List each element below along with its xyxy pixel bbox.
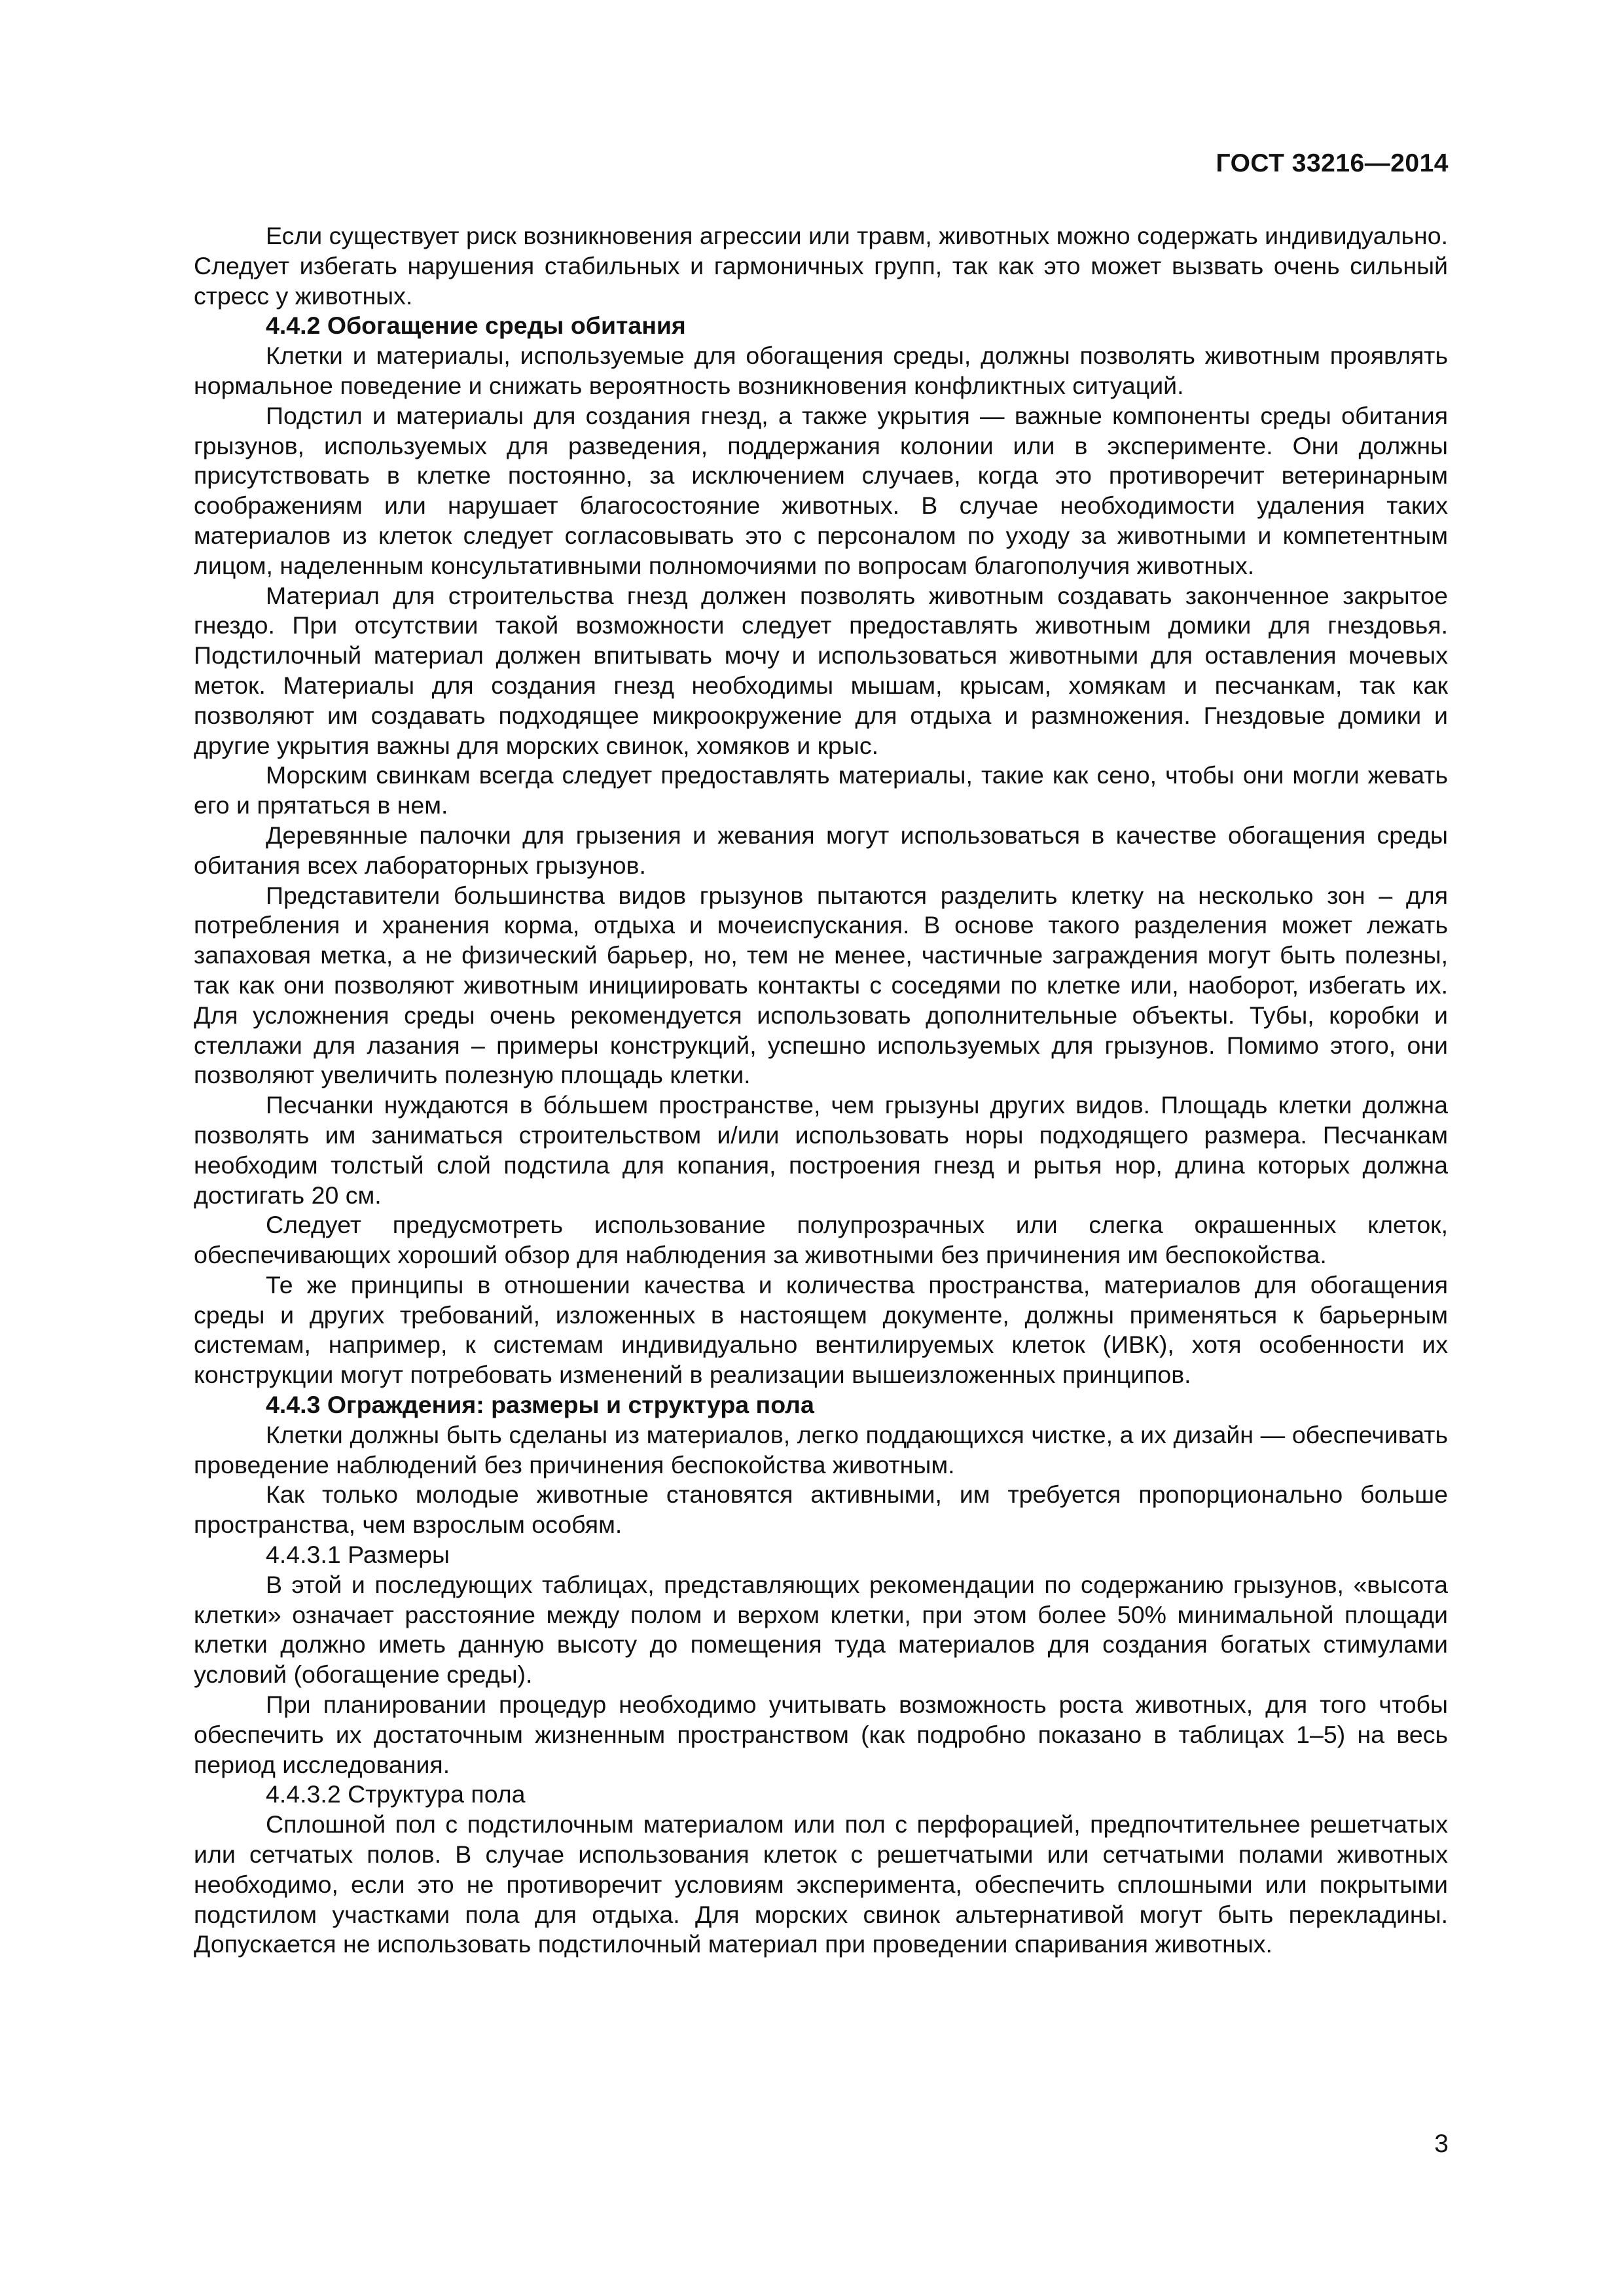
paragraph-nesting-material: Материал для строительства гнезд должен позволять животным создавать законченное закрытое гнездо. При отсутствии такой возможности следует предоставлять животным домики для гнездовья. Подстилочный материал должен впитывать мочу и использоваться животными для оставления мочевых меток. Материалы для создания гнезд необходимы мышам, крысам, хомякам и песчанкам, так как позволяют им создавать подходящее микроокружение для отдыха и размножения. Гнездовые домики и другие укрытия важны для морских свинок, хомяков и крыс.	[194, 581, 1448, 759]
paragraph-ivc-systems: Те же принципы в отношении качества и количества пространства, материалов для обогащения среды и других требований, изложенных в настоящем документе, должны применяться к барьерным системам, например, к системам индивидуально вентилируемых клеток (ИВК), хотя особенности их конструкции могут потребовать изменений в реализации вышеизложенных принципов.	[194, 1270, 1448, 1389]
paragraph-cage-zones: Представители большинства видов грызунов пытаются разделить клетку на несколько зон – для потребления и хранения корма, отдыха и мочеиспускания. В основе такого разделения может лежать запаховая метка, а не физический барьер, но, тем не менее, частичные заграждения могут быть полезны, так как они позволяют животным инициировать контакты с соседями по клетке или, наоборот, избегать их. Для усложнения среды очень рекомендуется использовать дополнительные объекты. Тубы, коробки и стеллажи для лазания – примеры конструкций, успешно используемых для грызунов. Помимо этого, они позволяют увеличить полезную площадь клетки.	[194, 881, 1448, 1089]
paragraph-gerbils: Песчанки нуждаются в бóльшем пространстве, чем грызуны других видов. Площадь клетки должна позволять им заниматься строительством и/или использовать норы подходящего размера. Песчанкам необходим толстый слой подстила для копания, построения гнезд и рытья нор, длина которых должна достигать 20 см.	[194, 1091, 1448, 1209]
paragraph-gnawing-sticks: Деревянные палочки для грызения и жевания могут использоваться в качестве обогащения среды обитания всех лабораторных грызунов.	[194, 821, 1448, 879]
section-heading-4-4-3: 4.4.3 Ограждения: размеры и структура пола	[266, 1391, 814, 1419]
paragraph-guinea-pigs: Морским свинкам всегда следует предоставлять материалы, такие как сено, чтобы они могли жевать его и прятаться в нем.	[194, 761, 1448, 819]
document-code: ГОСТ 33216—2014	[1216, 149, 1449, 177]
paragraph-translucent-cages: Следует предусмотреть использование полупрозрачных или слегка окрашенных клеток, обеспечивающих хороший обзор для наблюдения за животными без причинения им беспокойства.	[194, 1211, 1448, 1269]
paragraph-young-animals: Как только молодые животные становятся активными, им требуется пропорционально больше пространства, чем взрослым особям.	[194, 1480, 1448, 1539]
body-text	[194, 221, 1448, 1960]
paragraph-enrichment-cages: Клетки и материалы, используемые для обогащения среды, должны позволять животным проявлять нормальное поведение и снижать вероятность возникновения конфликтных ситуаций.	[194, 342, 1448, 399]
subsection-heading-4-4-3-2: 4.4.3.2 Структура пола	[266, 1780, 526, 1808]
paragraph-bedding: Подстил и материалы для создания гнезд, а также укрытия — важные компоненты среды обитания грызунов, используемых для разведения, поддержания колонии или в эксперименте. Они должны присутствовать в клетке постоянно, за исключением случаев, когда это противоречит ветеринарным соображениям или нарушает благосостояние животных. В случае необходимости удаления таких материалов из клеток следует согласовывать это с персоналом по уходу за животными и компетентным лицом, наделенным консультативными полномочиями по вопросам благополучия животных.	[194, 401, 1448, 579]
paragraph-aggression: Если существует риск возникновения агрессии или травм, животных можно содержать индивидуально. Следует избегать нарушения стабильных и гармоничных групп, так как это может вызвать очень сильный стресс у животных.	[194, 222, 1448, 310]
section-heading-4-4-2: 4.4.2 Обогащение среды обитания	[266, 312, 686, 340]
paragraph-floor-structure: Сплошной пол с подстилочным материалом или пол с перфорацией, предпочтительнее решетчатых или сетчатых полов. В случае использования клеток с решетчатыми или сетчатыми полами животных необходимо, если это не противоречит условиям эксперимента, обеспечить сплошными или покрытыми подстилом участками пола для отдыха. Для морских свинок альтернативой могут быть перекладины. Допускается не использовать подстилочный материал при проведении спаривания животных.	[194, 1810, 1448, 1958]
paragraph-growth-planning: При планировании процедур необходимо учитывать возможность роста животных, для того чтобы обеспечить их достаточным жизненным пространством (как подробно показано в таблицах 1–5) на весь период исследования.	[194, 1691, 1448, 1778]
paragraph-cage-height: В этой и последующих таблицах, представляющих рекомендации по содержанию грызунов, «высота клетки» означает расстояние между полом и верхом клетки, при этом более 50% минимальной площади клетки должно иметь данную высоту до помещения туда материалов для создания богатых стимулами условий (обогащение среды).	[194, 1570, 1448, 1689]
paragraph-cage-materials: Клетки должны быть сделаны из материалов, легко поддающихся чистке, а их дизайн — обеспечивать проведение наблюдений без причинения беспокойства животным.	[194, 1420, 1448, 1479]
page-number: 3	[1434, 2130, 1449, 2158]
subsection-heading-4-4-3-1: 4.4.3.1 Размеры	[266, 1541, 450, 1569]
